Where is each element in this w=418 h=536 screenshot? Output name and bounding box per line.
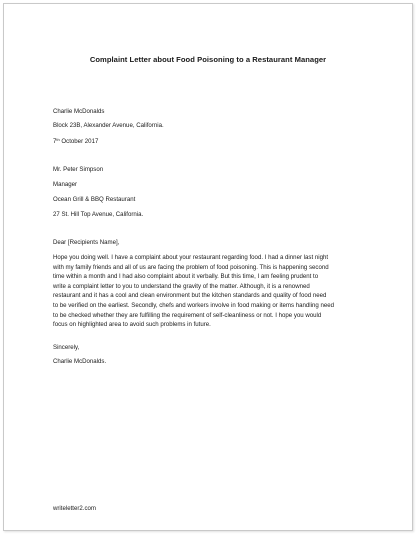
footer-website: writeletter2.com bbox=[53, 505, 97, 512]
salutation-block bbox=[53, 238, 119, 247]
recipient-address: 27 St. Hill Top Avenue, California. bbox=[53, 211, 144, 218]
recipient-title: Manager bbox=[53, 181, 78, 188]
letter-body bbox=[53, 253, 383, 330]
body-line: Hope you doing well. I have a complaint about your restaurant regarding food. I had a dinner last night bbox=[53, 254, 329, 261]
body-line: time within a month and I had also complaint about it verbally. But this time, I am feeling prudent to bbox=[53, 273, 319, 281]
body-line: focus on highlighted area to avoid such problems in future. bbox=[53, 321, 211, 329]
letter-title: Complaint Letter about Food Poisoning to a Restaurant Manager bbox=[89, 55, 327, 64]
closing-block bbox=[53, 343, 79, 352]
date-suffix: th bbox=[56, 137, 60, 142]
body-line: to be verified on the earliest. Secondly, chefs and workers involve in food making or items handling need bbox=[53, 301, 335, 309]
sender-address-block bbox=[53, 121, 164, 130]
sender-name: Charlie McDonalds bbox=[53, 108, 105, 115]
signature-block bbox=[53, 357, 106, 366]
letter-date bbox=[53, 135, 98, 144]
recipient-block bbox=[53, 165, 143, 219]
document-page bbox=[3, 3, 413, 531]
body-line: to be checked whether they are fulfilling the requirement of self-cleanliness or not. I hope you would bbox=[53, 311, 322, 319]
sender-block bbox=[53, 107, 104, 116]
recipient-name: Mr. Peter Simpson bbox=[53, 166, 104, 173]
body-line: write a complaint letter to you to understand the gravity of the matter. Although, it is a renowned bbox=[53, 282, 310, 290]
body-line: restaurant and it has a cool and clean environment but the kitchen standards and quality of food need bbox=[53, 292, 327, 300]
recipient-company: Ocean Grill & BBQ Restaurant bbox=[53, 196, 136, 203]
body-line: with my family friends and all of us are facing the problem of food poisoning. This is happening second bbox=[53, 263, 329, 271]
salutation: Dear [Recipients Name], bbox=[53, 239, 120, 246]
date-rest: October 2017 bbox=[59, 138, 99, 145]
date-day: 7 bbox=[53, 138, 57, 145]
closing: Sincerely, bbox=[53, 344, 80, 351]
sender-address: Block 23B, Alexander Avenue, California. bbox=[53, 122, 164, 129]
signature: Charlie McDonalds. bbox=[53, 358, 107, 365]
